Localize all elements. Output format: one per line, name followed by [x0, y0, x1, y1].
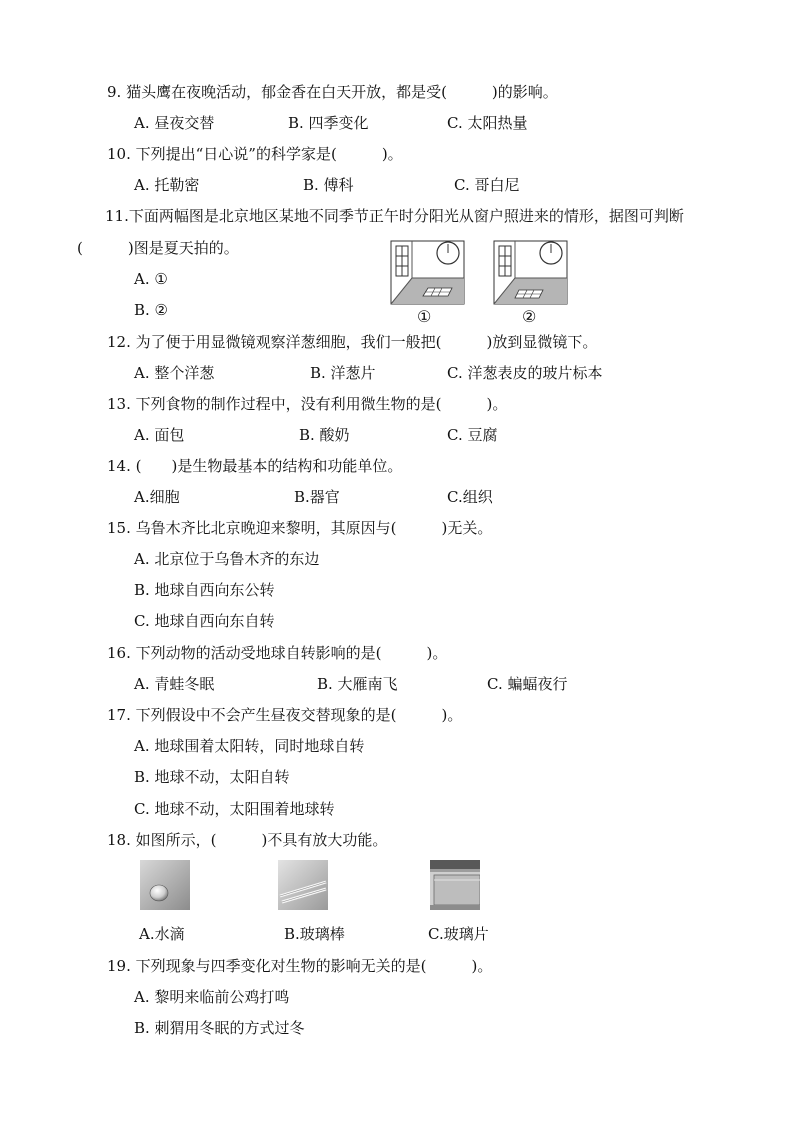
q12-stem: 12. 为了便于用显微镜观察洋葱细胞，我们一般把( )放到显微镜下。 — [107, 333, 598, 351]
q15-option-a: A. 北京位于乌鲁木齐的东边 — [134, 550, 320, 568]
figure-label-1: ① — [417, 307, 432, 326]
q18-option-c: C.玻璃片 — [428, 925, 489, 943]
q16-option-b: B. 大雁南飞 — [317, 675, 398, 693]
q12-option-c: C. 洋葱表皮的玻片标本 — [447, 364, 603, 382]
q13-option-a: A. 面包 — [134, 426, 185, 444]
q18-option-a: A.水滴 — [139, 925, 185, 943]
q15-stem: 15. 乌鲁木齐比北京晚迎来黎明，其原因与( )无关。 — [107, 519, 493, 537]
q11-option-b: B. ② — [134, 301, 169, 319]
q16-option-c: C. 蝙蝠夜行 — [487, 675, 568, 693]
q14-stem: 14. ( )是生物最基本的结构和功能单位。 — [107, 457, 403, 475]
q16-stem: 16. 下列动物的活动受地球自转影响的是( )。 — [107, 644, 448, 662]
q15-option-c: C. 地球自西向东自转 — [134, 612, 275, 630]
q14-option-a: A.细胞 — [134, 488, 180, 506]
q10-option-b: B. 傅科 — [303, 176, 354, 194]
q10-option-c: C. 哥白尼 — [454, 176, 520, 194]
water-drop-photo — [140, 860, 190, 910]
q14-option-b: B.器官 — [294, 488, 340, 506]
q13-option-c: C. 豆腐 — [447, 426, 498, 444]
q19-option-a: A. 黎明来临前公鸡打鸣 — [134, 988, 290, 1006]
q11-stem-line1: 11.下面两幅图是北京地区某地不同季节正午时分阳光从窗户照进来的情形，据图可判断 — [105, 207, 684, 225]
q9-stem: 9. 猫头鹰在夜晚活动，郁金香在白天开放，都是受( )的影响。 — [107, 83, 558, 101]
q9-option-b: B. 四季变化 — [288, 114, 369, 132]
window-sunlight-figure-2 — [493, 236, 569, 306]
q10-stem: 10. 下列提出“日心说”的科学家是( )。 — [107, 145, 403, 163]
q13-stem: 13. 下列食物的制作过程中，没有利用微生物的是( )。 — [107, 395, 508, 413]
q18-option-b: B.玻璃棒 — [284, 925, 345, 943]
glass-rod-photo — [278, 860, 328, 910]
q17-stem: 17. 下列假设中不会产生昼夜交替现象的是( )。 — [107, 706, 463, 724]
q17-option-a: A. 地球围着太阳转，同时地球自转 — [134, 737, 365, 755]
q17-option-c: C. 地球不动，太阳围着地球转 — [134, 800, 335, 818]
q13-option-b: B. 酸奶 — [299, 426, 350, 444]
q17-option-b: B. 地球不动，太阳自转 — [134, 768, 290, 786]
figure-label-2: ② — [522, 307, 537, 326]
q10-option-a: A. 托勒密 — [134, 176, 200, 194]
q11-stem-line2: ( )图是夏天拍的。 — [77, 239, 239, 257]
q18-stem: 18. 如图所示，( )不具有放大功能。 — [107, 831, 388, 849]
q19-stem: 19. 下列现象与四季变化对生物的影响无关的是( )。 — [107, 957, 493, 975]
glass-slide-photo — [430, 860, 480, 910]
q9-option-c: C. 太阳热量 — [447, 114, 528, 132]
q14-option-c: C.组织 — [447, 488, 493, 506]
window-sunlight-figure-1 — [390, 236, 466, 306]
q15-option-b: B. 地球自西向东公转 — [134, 581, 275, 599]
q16-option-a: A. 青蛙冬眠 — [134, 675, 215, 693]
q12-option-b: B. 洋葱片 — [310, 364, 376, 382]
q19-option-b: B. 刺猬用冬眠的方式过冬 — [134, 1019, 305, 1037]
q12-option-a: A. 整个洋葱 — [134, 364, 215, 382]
q11-option-a: A. ① — [134, 270, 168, 288]
q9-option-a: A. 昼夜交替 — [134, 114, 215, 132]
